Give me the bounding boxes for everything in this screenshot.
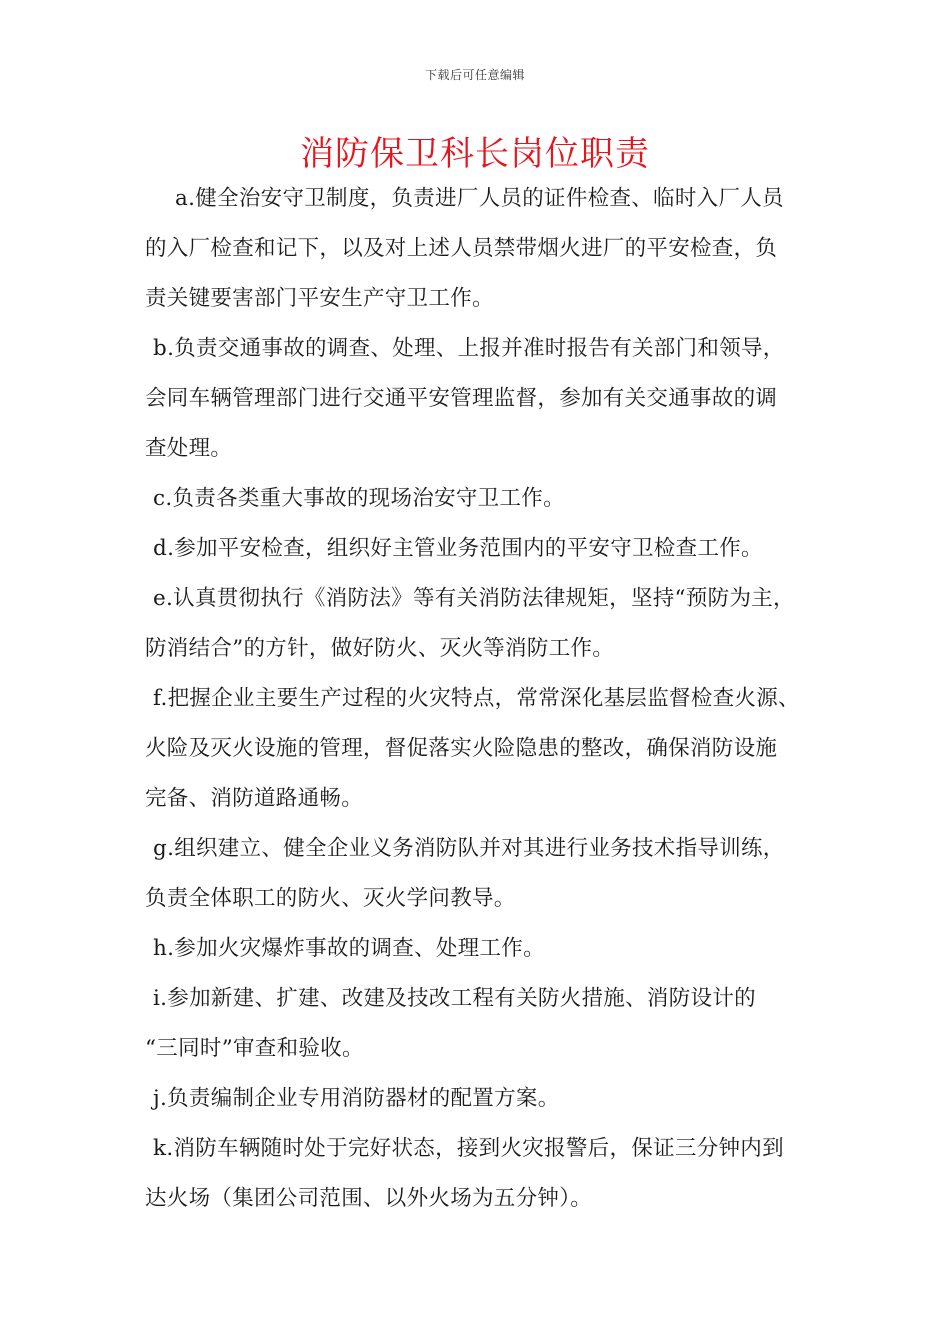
paragraph-f-line-2: 火险及灭火设施的管理，督促落实火险隐患的整改，确保消防设施	[145, 736, 778, 761]
document-body	[145, 180, 825, 1230]
header-note: 下载后可任意编辑	[424, 68, 525, 82]
paragraph-a-line-2: 的入厂检查和记下，以及对上述人员禁带烟火进厂的平安检查，负	[145, 236, 778, 261]
paragraph-k-line-2: 达火场（集团公司范围、以外火场为五分钟）。	[145, 1186, 593, 1211]
paragraph-c-line-1: c.负责各类重大事故的现场治安守卫工作。	[153, 486, 565, 511]
paragraph-f-line-3: 完备、消防道路通畅。	[145, 786, 364, 811]
paragraph-j-line-1: j.负责编制企业专用消防器材的配置方案。	[153, 1086, 560, 1111]
paragraph-b-line-2: 会同车辆管理部门进行交通平安管理监督，参加有关交通事故的调	[145, 386, 778, 411]
paragraph-a-line-1: a.健全治安守卫制度，负责进厂人员的证件检查、临时入厂人员	[175, 186, 784, 211]
paragraph-e-line-2: 防消结合”的方针，做好防火、灭火等消防工作。	[145, 636, 615, 661]
paragraph-d-line-1: d.参加平安检查，组织好主管业务范围内的平安守卫检查工作。	[153, 536, 763, 561]
paragraph-f-line-1: f.把握企业主要生产过程的火灾特点，常常深化基层监督检查火源、	[153, 686, 800, 711]
paragraph-i-line-1: i.参加新建、扩建、改建及技改工程有关防火措施、消防设计的	[153, 986, 756, 1011]
paragraph-g-line-2: 负责全体职工的防火、灭火学问教导。	[145, 886, 516, 911]
page-title: 消防保卫科长岗位职责	[300, 134, 650, 174]
paragraph-k-line-1: k.消防车辆随时处于完好状态，接到火灾报警后，保证三分钟内到	[153, 1136, 784, 1161]
paragraph-a-line-3: 责关键要害部门平安生产守卫工作。	[145, 286, 494, 311]
paragraph-e-line-1: e.认真贯彻执行《消防法》等有关消防法律规矩，坚持“预防为主，	[153, 586, 795, 611]
paragraph-i-line-2: “三同时”审查和验收。	[145, 1036, 364, 1061]
paragraph-b-line-3: 查处理。	[145, 436, 233, 461]
paragraph-h-line-1: h.参加火灾爆炸事故的调查、处理工作。	[153, 936, 545, 961]
paragraph-b-line-1: b.负责交通事故的调查、处理、上报并准时报告有关部门和领导，	[153, 336, 785, 361]
paragraph-g-line-1: g.组织建立、健全企业义务消防队并对其进行业务技术指导训练，	[153, 836, 785, 861]
